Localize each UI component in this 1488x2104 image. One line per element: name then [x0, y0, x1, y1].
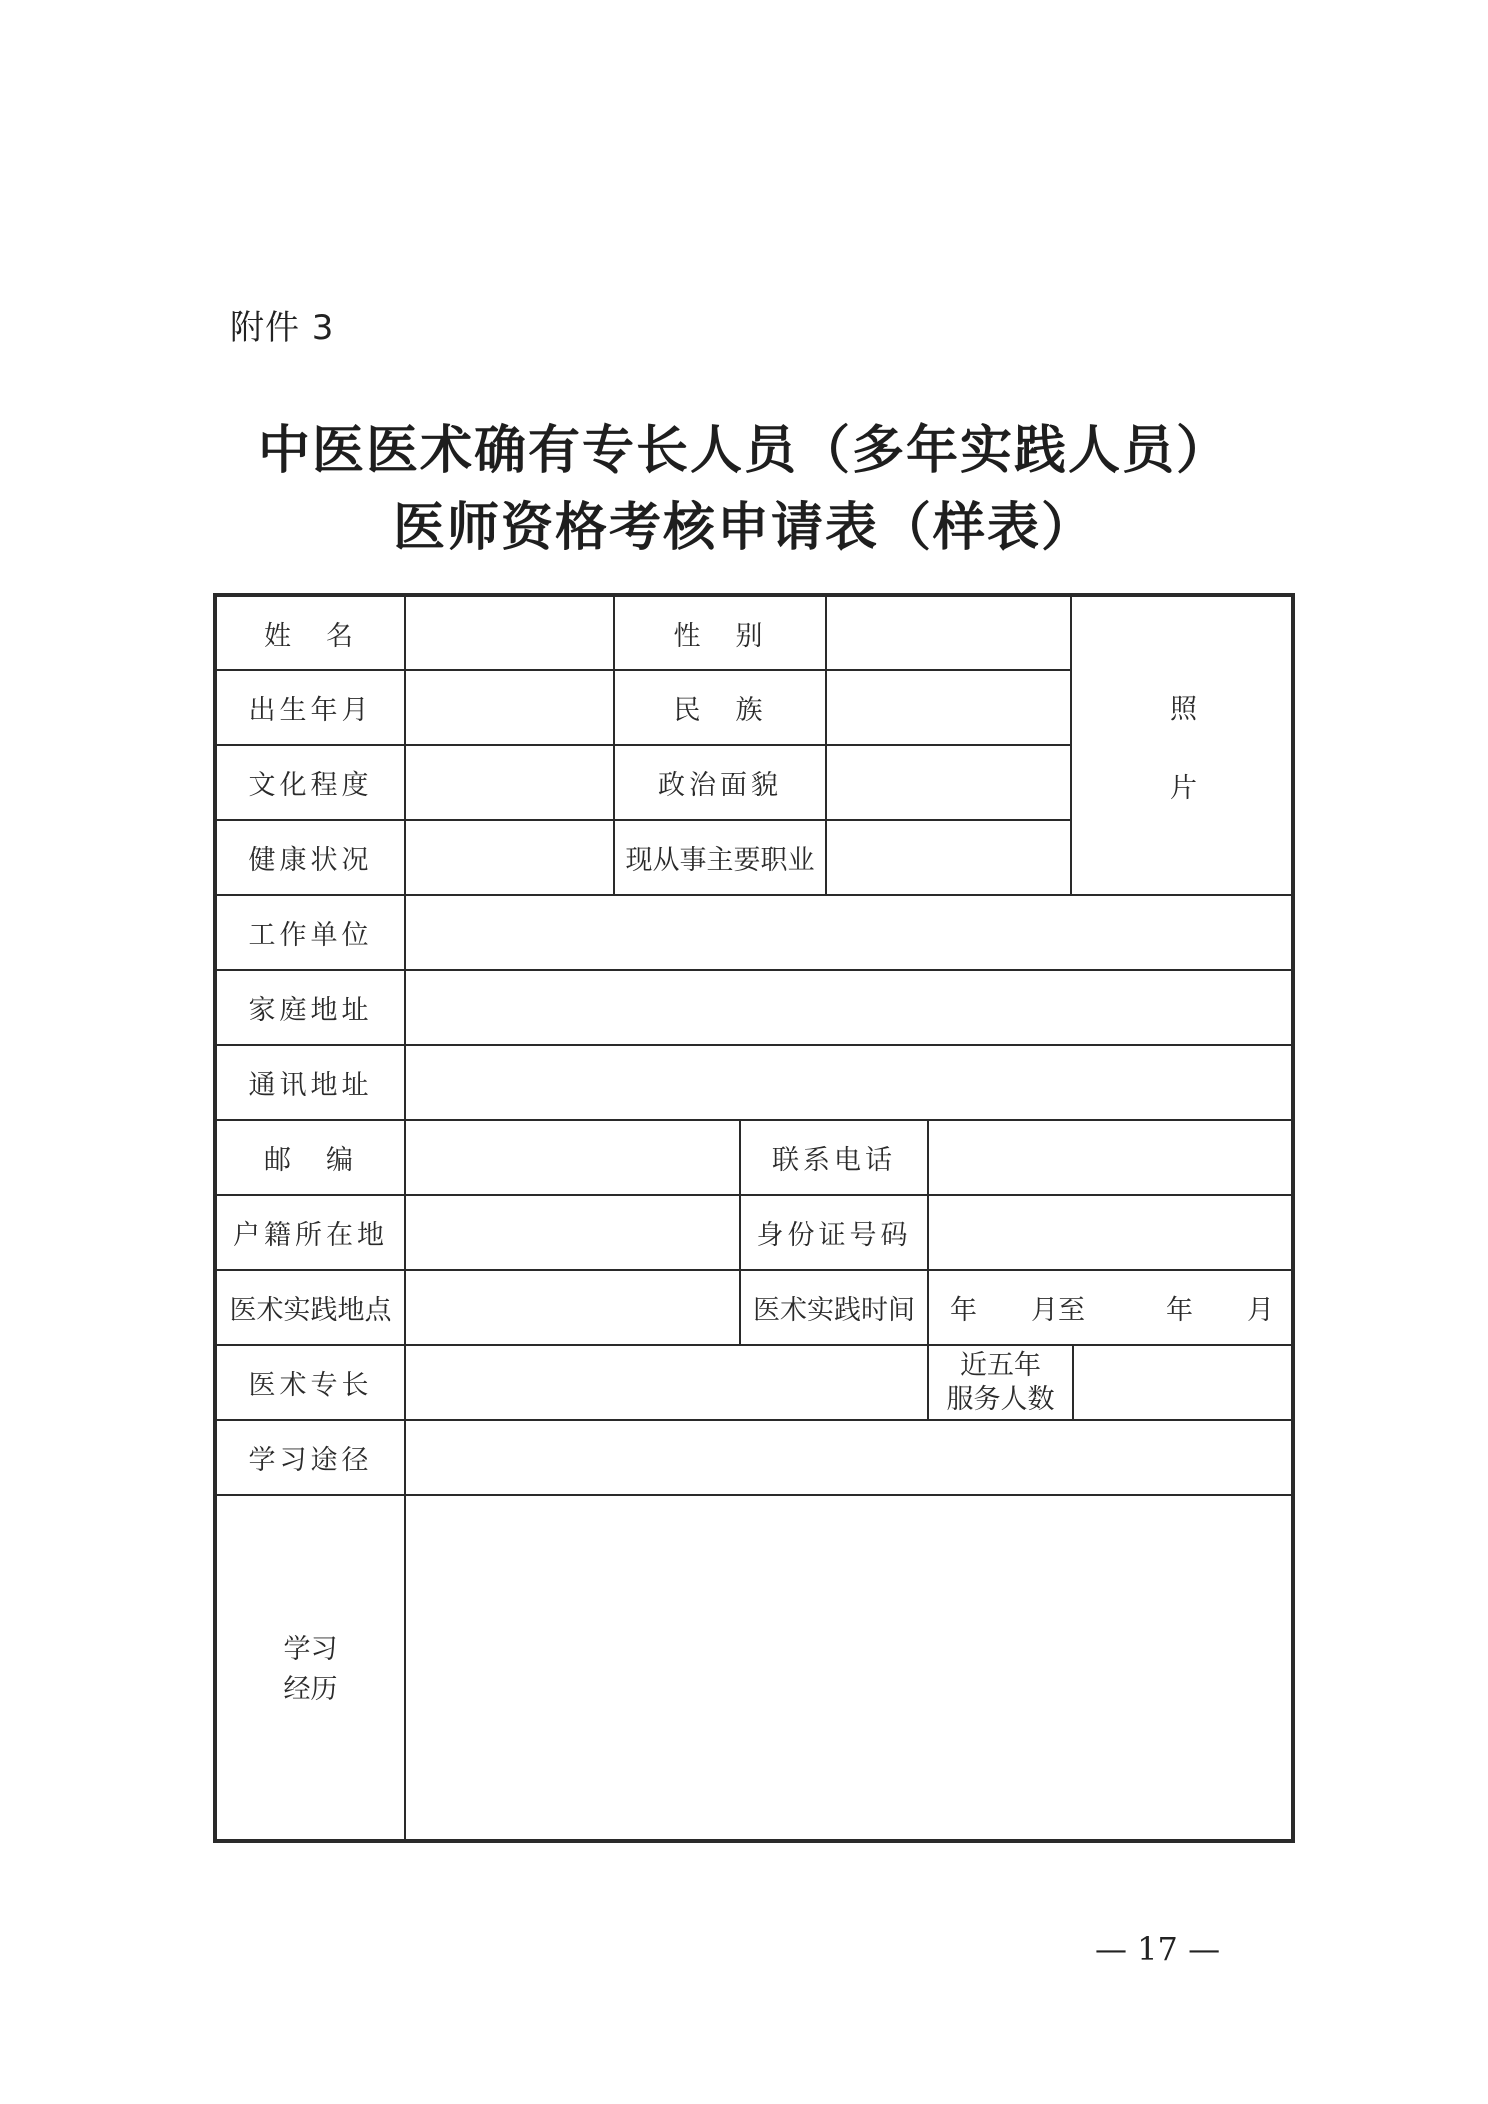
label-household: 户籍所在地	[233, 1220, 388, 1251]
label-health: 健康状况	[248, 845, 373, 876]
photo-label-1: 照	[1170, 693, 1197, 725]
label-home-address: 家庭地址	[248, 995, 373, 1026]
title-line-1: 中医医术确有专长人员（多年实践人员）	[257, 421, 1230, 481]
page-number: — 17 —	[1095, 1930, 1221, 1968]
label-workplace: 工作单位	[248, 920, 373, 951]
label-occupation: 现从事主要职业	[625, 845, 815, 876]
label-study-path: 学习途径	[248, 1445, 373, 1476]
col-divider	[825, 597, 827, 894]
photo-label-2: 片	[1170, 772, 1197, 804]
label-id-number: 身份证号码	[756, 1220, 912, 1251]
label-mail-address: 通讯地址	[248, 1070, 373, 1101]
label-study-history-1: 学习	[283, 1633, 338, 1665]
label-ethnicity: 民 族	[673, 695, 767, 726]
label-education: 文化程度	[248, 770, 373, 801]
label-patients-1: 近五年	[960, 1349, 1041, 1381]
label-patients-2: 服务人数	[946, 1383, 1055, 1415]
label-patients	[929, 1346, 1072, 1419]
col-divider	[404, 597, 406, 1843]
practice-time-value: 年 月至 年 月	[950, 1295, 1274, 1326]
label-gender: 性 别	[673, 620, 767, 652]
label-specialty: 医术专长	[248, 1370, 373, 1401]
application-form	[213, 593, 1295, 1843]
label-phone: 联系电话	[772, 1145, 896, 1176]
col-divider	[1072, 1344, 1074, 1419]
label-practice-time: 医术实践时间	[753, 1295, 915, 1326]
photo-box	[1072, 597, 1295, 894]
title-line-2: 医师资格考核申请表（样表）	[392, 498, 1095, 558]
label-postcode: 邮 编	[264, 1145, 357, 1176]
label-political: 政治面貌	[658, 770, 782, 801]
label-birth: 出生年月	[248, 695, 373, 726]
label-study-history	[217, 1496, 404, 1843]
label-name: 姓 名	[264, 620, 357, 652]
label-practice-place: 医术实践地点	[229, 1295, 392, 1326]
label-study-history-2: 经历	[283, 1673, 338, 1705]
attachment-label: 附件 3	[230, 308, 335, 348]
